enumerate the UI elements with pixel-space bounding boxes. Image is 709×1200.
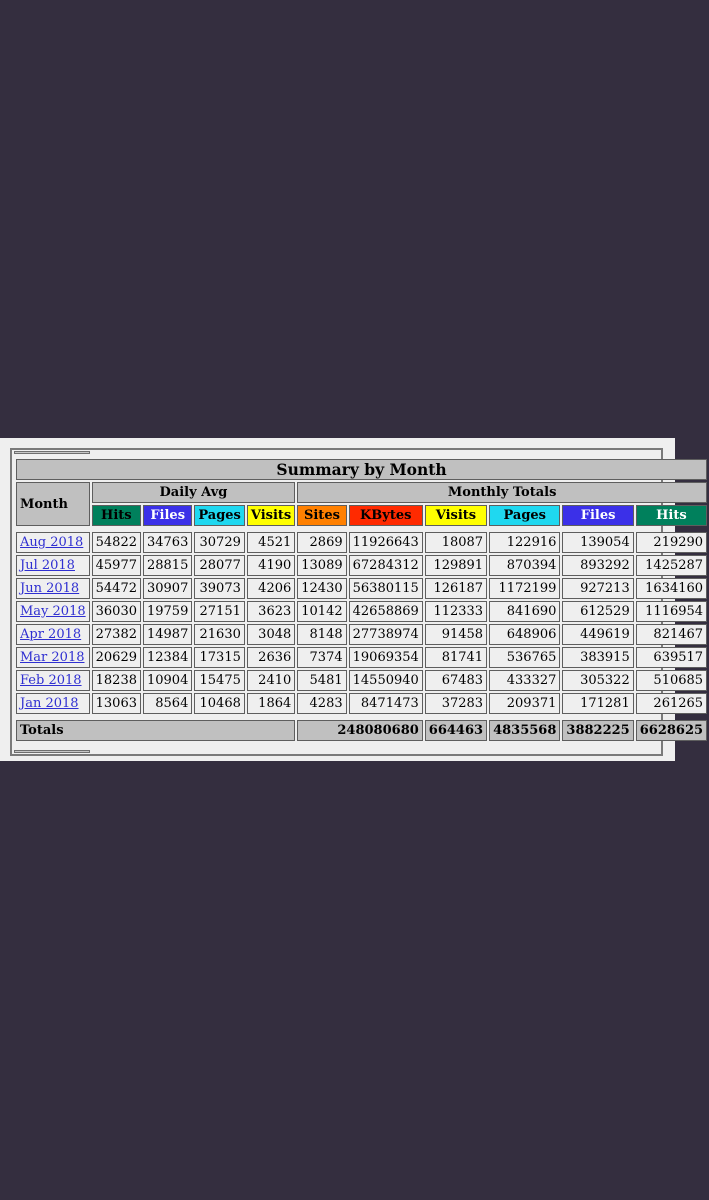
month-link[interactable]: Jun 2018 (20, 581, 80, 596)
monthly-files-cell: 927213 (562, 578, 633, 599)
daily-visits-cell: 3048 (247, 624, 295, 645)
daily-files-cell: 10904 (143, 670, 192, 691)
daily-hits-cell: 18238 (92, 670, 141, 691)
monthly-visits-cell: 126187 (425, 578, 487, 599)
summary-frame (10, 448, 704, 756)
monthly-pages-cell: 1172199 (489, 578, 560, 599)
daily-pages-cell: 28077 (194, 555, 245, 576)
monthly-pages-cell: 648906 (489, 624, 560, 645)
table-row (16, 601, 707, 622)
monthly-totals-header: Monthly Totals (297, 482, 707, 503)
totals-label: Totals (16, 720, 295, 741)
month-link[interactable]: Feb 2018 (20, 673, 82, 688)
monthly-kbytes-cell: 27738974 (349, 624, 423, 645)
table-row (16, 693, 707, 714)
monthly-sites-cell: 5481 (297, 670, 346, 691)
monthly-files-cell: 171281 (562, 693, 633, 714)
daily-visits-cell: 2410 (247, 670, 295, 691)
monthly-kbytes-cell: 11926643 (349, 532, 423, 553)
totals-row (16, 720, 707, 741)
monthly-kbytes-cell: 67284312 (349, 555, 423, 576)
monthly-visits-cell: 129891 (425, 555, 487, 576)
monthly-visits-cell: 91458 (425, 624, 487, 645)
daily-pages-cell: 27151 (194, 601, 245, 622)
monthly-pages-cell: 433327 (489, 670, 560, 691)
top-rule (14, 451, 90, 454)
daily-visits-header: Visits (247, 505, 295, 526)
monthly-files-cell: 449619 (562, 624, 633, 645)
table-row (16, 647, 707, 668)
summary-by-month-table (14, 457, 709, 743)
month-cell (16, 601, 90, 622)
daily-visits-cell: 4190 (247, 555, 295, 576)
monthly-visits-cell: 112333 (425, 601, 487, 622)
month-link[interactable]: Apr 2018 (20, 627, 82, 642)
month-cell (16, 624, 90, 645)
report-panel (0, 438, 704, 761)
monthly-hits-cell: 1116954 (636, 601, 707, 622)
daily-hits-header: Hits (92, 505, 141, 526)
monthly-files-cell: 139054 (562, 532, 633, 553)
month-column-header: Month (16, 482, 90, 526)
monthly-files-header: Files (562, 505, 633, 526)
daily-files-header: Files (143, 505, 192, 526)
monthly-sites-cell: 12430 (297, 578, 346, 599)
monthly-hits-cell: 261265 (636, 693, 707, 714)
spacer-row (16, 528, 707, 530)
monthly-kbytes-cell: 42658869 (349, 601, 423, 622)
table-row (16, 532, 707, 553)
total-visits: 664463 (425, 720, 487, 741)
daily-hits-cell: 54472 (92, 578, 141, 599)
monthly-files-cell: 305322 (562, 670, 633, 691)
month-cell (16, 532, 90, 553)
daily-pages-cell: 15475 (194, 670, 245, 691)
monthly-hits-cell: 1425287 (636, 555, 707, 576)
bottom-rule (14, 750, 90, 753)
daily-visits-cell: 4206 (247, 578, 295, 599)
monthly-pages-cell: 841690 (489, 601, 560, 622)
monthly-visits-header: Visits (425, 505, 487, 526)
total-kbytes: 248080680 (297, 720, 423, 741)
monthly-kbytes-cell: 8471473 (349, 693, 423, 714)
monthly-files-cell: 893292 (562, 555, 633, 576)
table-row (16, 555, 707, 576)
monthly-visits-cell: 18087 (425, 532, 487, 553)
daily-hits-cell: 36030 (92, 601, 141, 622)
monthly-pages-cell: 122916 (489, 532, 560, 553)
spacer-row (16, 716, 707, 718)
monthly-hits-cell: 219290 (636, 532, 707, 553)
monthly-hits-header: Hits (636, 505, 707, 526)
monthly-sites-cell: 8148 (297, 624, 346, 645)
total-hits: 6628625 (636, 720, 707, 741)
month-link[interactable]: Aug 2018 (20, 535, 84, 550)
month-cell (16, 693, 90, 714)
monthly-pages-cell: 870394 (489, 555, 560, 576)
daily-pages-cell: 10468 (194, 693, 245, 714)
daily-visits-cell: 1864 (247, 693, 295, 714)
table-title: Summary by Month (16, 459, 707, 480)
month-link[interactable]: Mar 2018 (20, 650, 85, 665)
monthly-hits-cell: 821467 (636, 624, 707, 645)
daily-visits-cell: 3623 (247, 601, 295, 622)
daily-files-cell: 30907 (143, 578, 192, 599)
daily-hits-cell: 45977 (92, 555, 141, 576)
month-link[interactable]: May 2018 (20, 604, 86, 619)
daily-pages-header: Pages (194, 505, 245, 526)
monthly-pages-cell: 536765 (489, 647, 560, 668)
monthly-sites-cell: 4283 (297, 693, 346, 714)
table-row (16, 624, 707, 645)
daily-files-cell: 8564 (143, 693, 192, 714)
month-cell (16, 670, 90, 691)
monthly-kbytes-cell: 19069354 (349, 647, 423, 668)
daily-pages-cell: 17315 (194, 647, 245, 668)
month-cell (16, 647, 90, 668)
daily-visits-cell: 2636 (247, 647, 295, 668)
monthly-sites-cell: 7374 (297, 647, 346, 668)
daily-files-cell: 19759 (143, 601, 192, 622)
month-link[interactable]: Jan 2018 (20, 696, 79, 711)
daily-pages-cell: 21630 (194, 624, 245, 645)
monthly-hits-cell: 1634160 (636, 578, 707, 599)
monthly-visits-cell: 81741 (425, 647, 487, 668)
monthly-files-cell: 383915 (562, 647, 633, 668)
monthly-pages-header: Pages (489, 505, 560, 526)
daily-files-cell: 34763 (143, 532, 192, 553)
monthly-visits-cell: 67483 (425, 670, 487, 691)
month-link[interactable]: Jul 2018 (20, 558, 75, 573)
daily-files-cell: 14987 (143, 624, 192, 645)
monthly-hits-cell: 510685 (636, 670, 707, 691)
monthly-sites-cell: 2869 (297, 532, 346, 553)
table-row (16, 578, 707, 599)
daily-hits-cell: 27382 (92, 624, 141, 645)
monthly-hits-cell: 639517 (636, 647, 707, 668)
daily-hits-cell: 13063 (92, 693, 141, 714)
monthly-kbytes-header: KBytes (349, 505, 423, 526)
daily-files-cell: 12384 (143, 647, 192, 668)
monthly-sites-cell: 10142 (297, 601, 346, 622)
monthly-kbytes-cell: 14550940 (349, 670, 423, 691)
daily-hits-cell: 20629 (92, 647, 141, 668)
daily-hits-cell: 54822 (92, 532, 141, 553)
monthly-files-cell: 612529 (562, 601, 633, 622)
monthly-kbytes-cell: 56380115 (349, 578, 423, 599)
daily-pages-cell: 39073 (194, 578, 245, 599)
total-pages: 4835568 (489, 720, 560, 741)
month-cell (16, 555, 90, 576)
monthly-sites-cell: 13089 (297, 555, 346, 576)
monthly-sites-header: Sites (297, 505, 346, 526)
month-cell (16, 578, 90, 599)
daily-avg-header: Daily Avg (92, 482, 296, 503)
daily-files-cell: 28815 (143, 555, 192, 576)
total-files: 3882225 (562, 720, 633, 741)
daily-pages-cell: 30729 (194, 532, 245, 553)
monthly-visits-cell: 37283 (425, 693, 487, 714)
table-row (16, 670, 707, 691)
daily-visits-cell: 4521 (247, 532, 295, 553)
monthly-pages-cell: 209371 (489, 693, 560, 714)
